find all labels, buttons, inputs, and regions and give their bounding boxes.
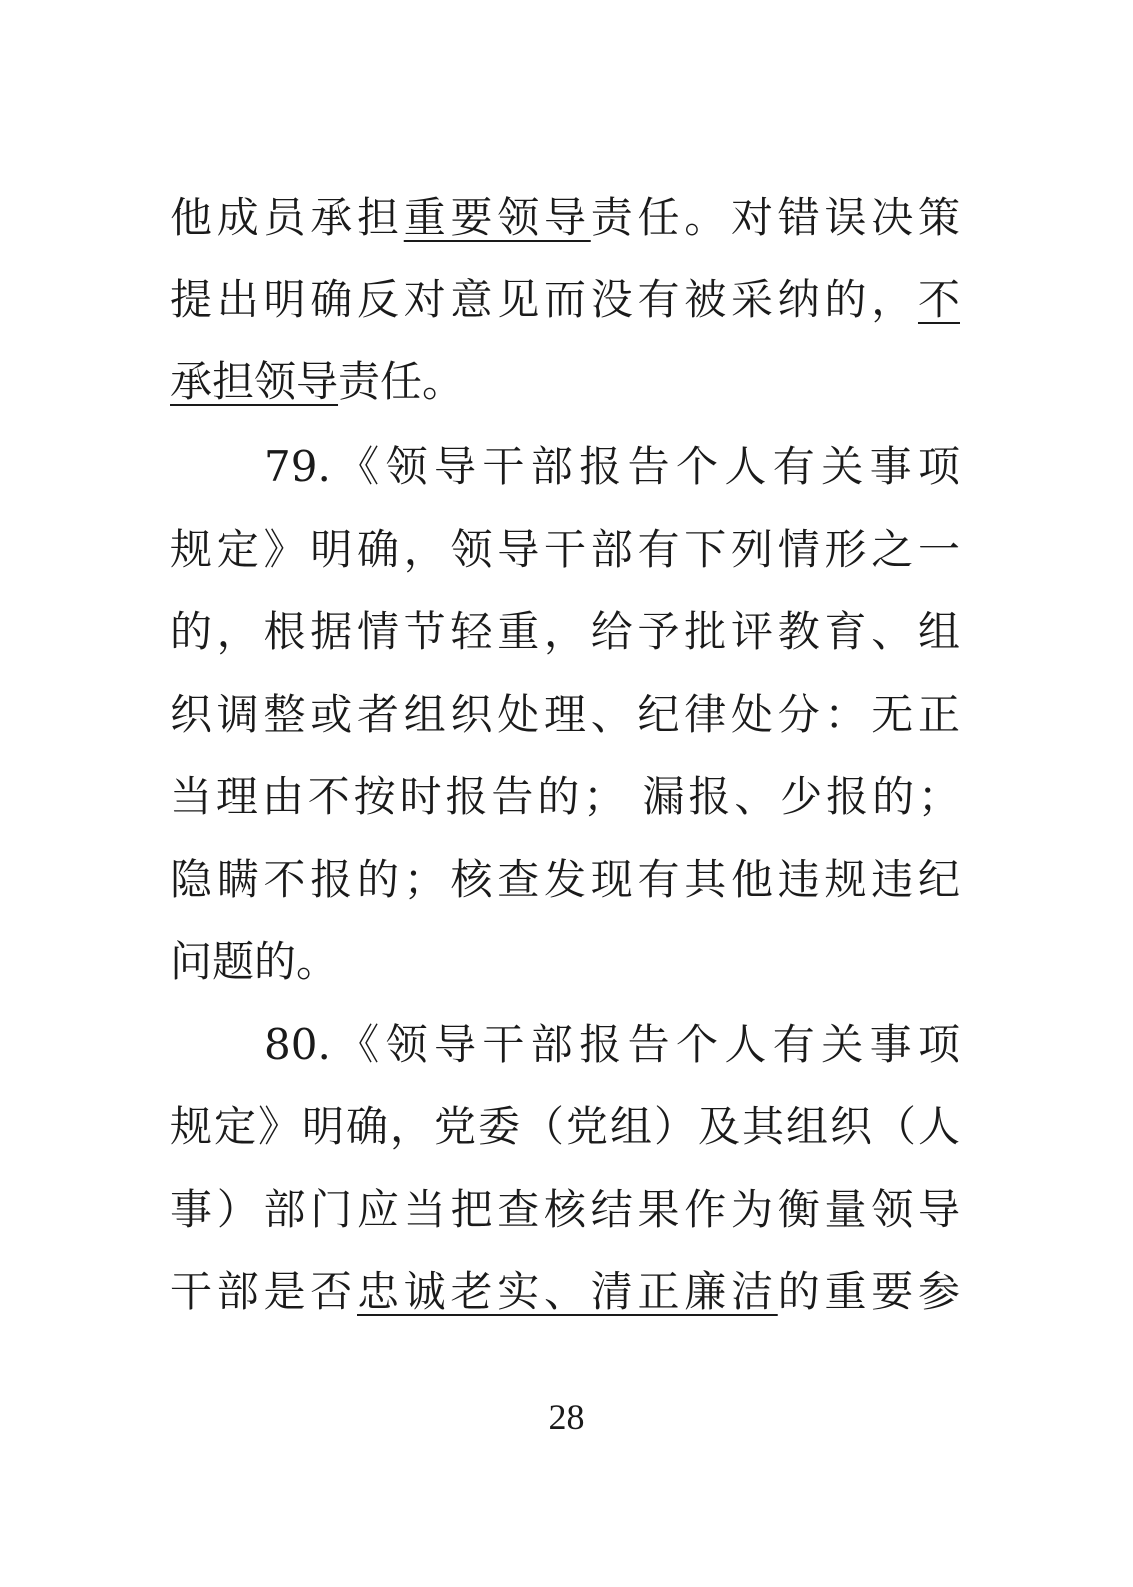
- text-run: 事）部门应当把查核结果作为衡量领导: [170, 1185, 960, 1234]
- text-run: 80.《领导干部报告个人有关事项: [264, 1020, 960, 1069]
- text-run: 责任。: [338, 357, 465, 406]
- text-line-10: [170, 932, 960, 992]
- page-number: 28: [548, 1397, 585, 1437]
- text-run: 织调整或者组织处理、纪律处分：无正: [170, 690, 960, 739]
- text-run: 的，根据情节轻重，给予批评教育、组: [170, 607, 960, 656]
- text-line-14: [170, 1262, 960, 1322]
- text-line-3: [170, 352, 960, 412]
- text-line-12: [170, 1097, 960, 1157]
- text-run: 79.《领导干部报告个人有关事项: [264, 442, 960, 491]
- text-line-5: [170, 520, 960, 580]
- text-run: 他成员承担: [170, 193, 404, 242]
- text-line-11: [264, 1015, 960, 1075]
- text-run: 问题的。: [170, 937, 339, 986]
- text-line-13: [170, 1180, 960, 1240]
- text-run: 的重要参: [777, 1267, 960, 1316]
- text-line-2: [170, 270, 960, 330]
- text-run: 干部是否: [170, 1267, 357, 1316]
- underlined-text: 承担领导: [170, 357, 339, 406]
- text-run: 隐瞒不报的；核查发现有其他违规违纪: [170, 855, 960, 904]
- underlined-text: 重要领导: [403, 193, 591, 242]
- text-line-4: [264, 437, 960, 497]
- underlined-text: 忠诚老实、清正廉洁: [357, 1267, 778, 1316]
- text-run: 当理由不按时报告的； 漏报、少报的；: [170, 772, 960, 821]
- text-line-6: [170, 602, 960, 662]
- text-run: 责任。对错误决策: [590, 193, 960, 242]
- text-line-8: [170, 767, 960, 827]
- text-run: 提出明确反对意见而没有被采纳的，: [170, 275, 918, 324]
- text-line-1: [170, 188, 960, 248]
- text-line-9: [170, 850, 960, 910]
- text-run: 规定》明确，党委（党组）及其组织（人: [170, 1102, 960, 1151]
- text-line-7: [170, 685, 960, 745]
- text-run: 规定》明确，领导干部有下列情形之一: [170, 525, 960, 574]
- underlined-text: 不: [917, 275, 960, 324]
